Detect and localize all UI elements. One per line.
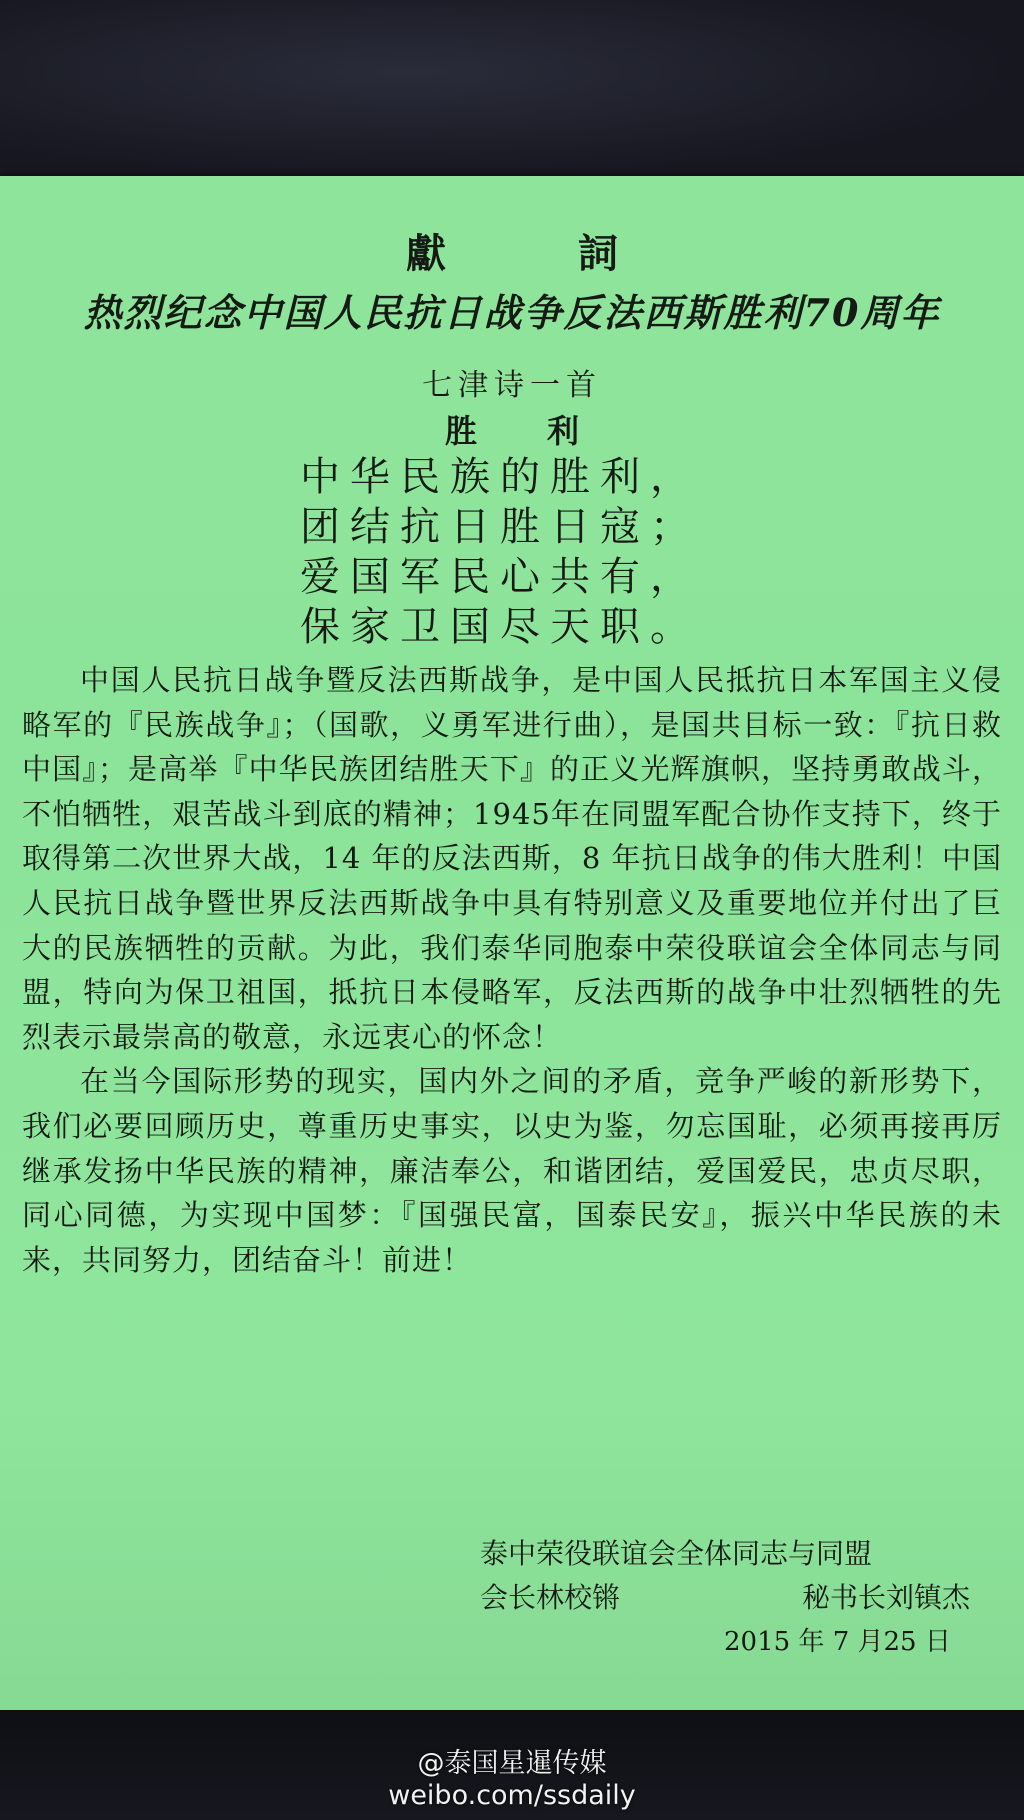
watermark-url: weibo.com/ssdaily — [388, 1780, 636, 1811]
poem-line: 保家卫国尽天职。 — [300, 604, 700, 650]
signature-date: 2015 年 7 月25 日 — [724, 1627, 951, 1657]
watermark-account: @泰国星暹传媒 — [417, 1748, 607, 1779]
body-paragraph: 中国人民抗日战争暨反法西斯战争，是中国人民抵抗日本军国主义侵略军的『民族战争』；（国歌，义勇军进行曲），是国共目标一致：『抗日救中国』；是高举『中华民族团结胜天下』的正义光辉旗帜，坚持勇敢战斗，不怕牺牲，艰苦战斗到底的精神；1945年在同盟军配合协作支持下，终于取得第二次世界大战，14 年的反法西斯，8 年抗日战争的伟大胜利！中国人民抗日战争暨世界反法西斯战争中具有特别意义及重要地位并付出了巨大的民族牺牲的贡献。为此，我们泰华同胞泰中荣役联谊会全体同志与同盟，特向为保卫祖国，抵抗日本侵略军，反法西斯的战争中壮烈牺牲的先烈表示最崇高的敬意，永远衷心的怀念！ — [22, 663, 1002, 1054]
poem-lines — [300, 452, 760, 652]
document-heading: 獻 詞 — [406, 230, 664, 277]
body-text — [22, 658, 1002, 1282]
weibo-watermark — [0, 1748, 1024, 1812]
signature-officers — [480, 1576, 970, 1620]
poem-line: 中华民族的胜利， — [300, 454, 700, 500]
signature-president: 会长林校锵 — [480, 1581, 621, 1614]
signature-secretary: 秘书长刘镇杰 — [801, 1581, 970, 1614]
body-paragraph: 在当今国际形势的现实，国内外之间的矛盾，竞争严峻的新形势下，我们必要回顾历史，尊重历史事实，以史为鉴，勿忘国耻，必须再接再厉继承发扬中华民族的精神，廉洁奉公，和谐团结，爱国爱民，忠贞尽职，同心同德，为实现中国梦：『国强民富，国泰民安』，振兴中华民族的未来，共同努力，团结奋斗！前进！ — [22, 1064, 1002, 1277]
green-paper-sheet — [0, 176, 1024, 1716]
background-top — [0, 0, 1024, 180]
signature-block — [480, 1532, 980, 1664]
poem-title: 胜利 — [444, 412, 649, 450]
document-subheading: 热烈纪念中国人民抗日战争反法西斯胜利70周年 — [83, 290, 941, 335]
poem-line: 爱国军民心共有， — [300, 554, 700, 600]
poem-form-label: 七津诗一首 — [422, 368, 602, 403]
poem-line: 团结抗日胜日寇； — [300, 504, 700, 550]
signature-organization: 泰中荣役联谊会全体同志与同盟 — [480, 1537, 873, 1570]
